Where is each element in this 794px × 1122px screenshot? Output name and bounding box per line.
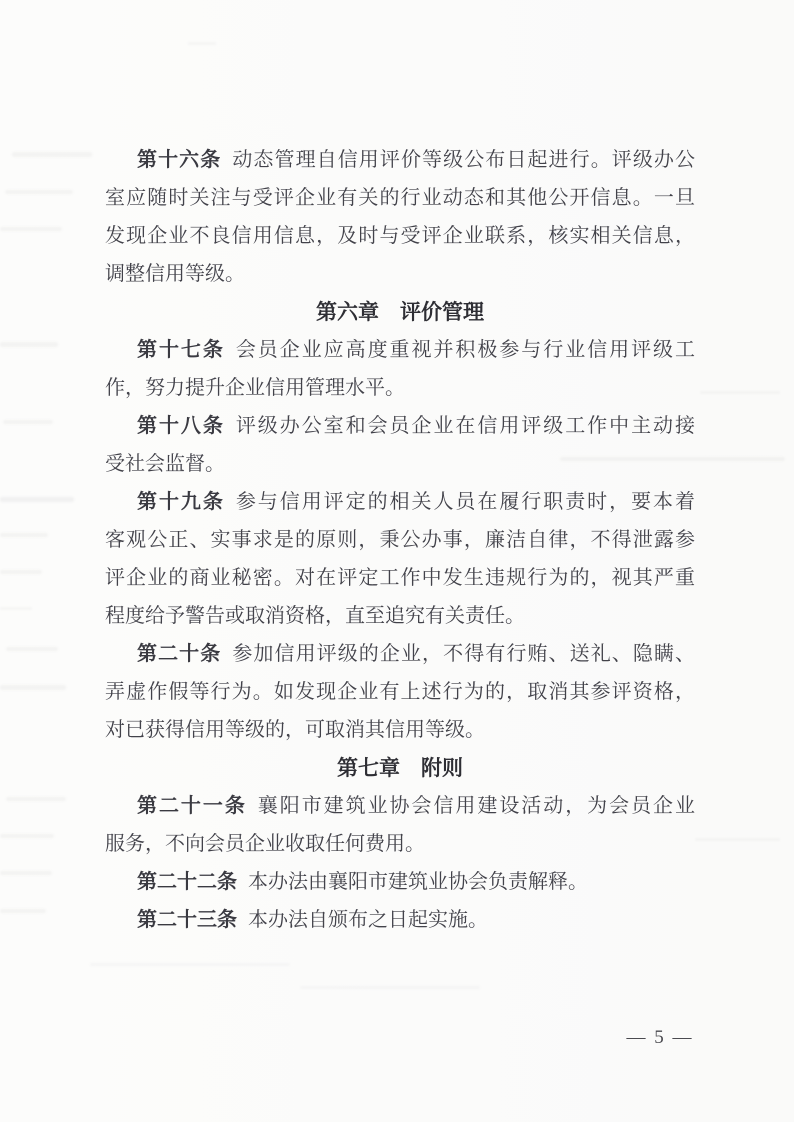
paragraph-line: 第十九条 参与信用评定的相关人员在履行职责时，要本着 [137,491,695,513]
paragraph-line: 第二十二条 本办法由襄阳市建筑业协会负责解释。 [137,871,588,893]
paragraph-line: 程度给予警告或取消资格，直至追究有关责任。 [105,605,525,627]
article-number: 第二十一条 [137,795,247,817]
paragraph-line: 第十八条 评级办公室和会员企业在信用评级工作中主动接 [137,415,695,437]
paragraph-line: 室应随时关注与受评企业有关的行业动态和其他公开信息。一旦 [105,187,695,209]
paragraph-line: 发现企业不良信用信息，及时与受评企业联系，核实相关信息， [105,225,695,247]
paragraph [105,863,695,901]
paragraph-line: 调整信用等级。 [105,263,245,285]
paragraph [105,331,695,407]
article-number: 第二十三条 [137,909,237,931]
paragraph [105,141,695,293]
chapter-heading: 第七章 附则 [337,756,463,780]
paragraph-line: 第十七条 会员企业应高度重视并积极参与行业信用评级工 [137,339,695,361]
paragraph-line: 服务，不向会员企业收取任何费用。 [105,833,425,855]
paragraph [105,635,695,749]
paragraph [105,483,695,635]
paragraph-line: 作，努力提升企业信用管理水平。 [105,377,405,399]
paragraph-line: 第二十一条 襄阳市建筑业协会信用建设活动，为会员企业 [137,795,695,817]
paragraph-line: 受社会监督。 [105,453,225,475]
document-body [105,141,695,939]
paragraph [105,901,695,939]
article-number: 第十九条 [137,491,225,513]
paragraph-line: 弄虚作假等行为。如发现企业有上述行为的，取消其参评资格， [105,681,695,703]
chapter-heading: 第六章 评价管理 [316,300,484,324]
paragraph-line: 第十六条 动态管理自信用评价等级公布日起进行。评级办公 [137,149,695,171]
article-number: 第十六条 [137,149,222,171]
page-number: — 5 — [626,1027,694,1048]
paragraph-line: 客观公正、实事求是的原则，秉公办事，廉洁自律，不得泄露参 [105,529,695,551]
article-number: 第二十二条 [137,871,237,893]
article-number: 第十八条 [137,415,225,437]
article-number: 第十七条 [137,339,225,361]
paragraph-line: 评企业的商业秘密。对在评定工作中发生违规行为的，视其严重 [105,567,695,589]
paragraph [105,787,695,863]
article-number: 第二十条 [137,643,222,665]
paragraph [105,407,695,483]
paragraph-line: 第二十条 参加信用评级的企业，不得有行贿、送礼、隐瞒、 [137,643,695,665]
paragraph-line: 对已获得信用等级的，可取消其信用等级。 [105,719,485,741]
paragraph-line: 第二十三条 本办法自颁布之日起实施。 [137,909,488,931]
